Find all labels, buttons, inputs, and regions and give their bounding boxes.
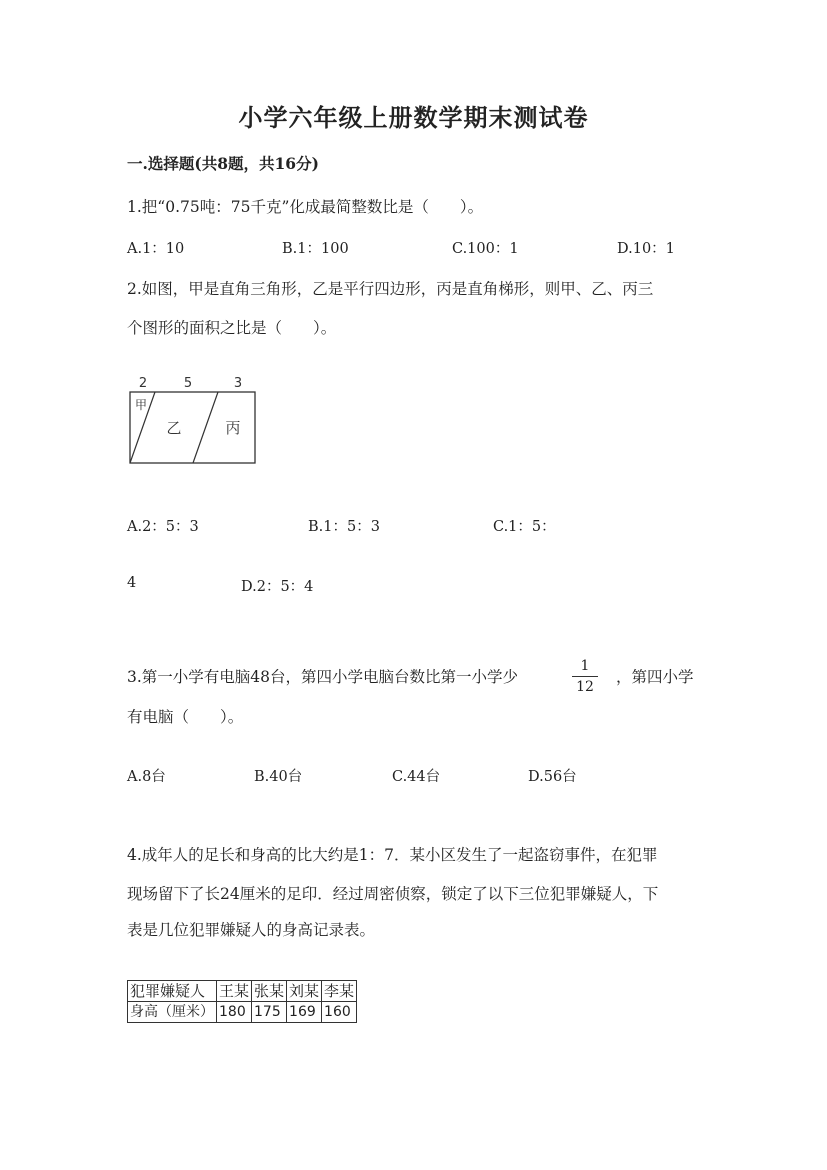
q2-option-a: A.2：5：3 [127, 519, 199, 535]
question-2-line-1: 2.如图，甲是直角三角形，乙是平行四边形，丙是直角梯形，则甲、乙、丙三 [127, 280, 654, 298]
table-header-cell: 王某 [217, 981, 252, 1002]
question-3-line-1a: 3.第一小学有电脑48台，第四小学电脑台数比第一小学少 [127, 668, 519, 686]
q2-option-c-continued: 4 [127, 575, 137, 591]
table-header-row [128, 981, 357, 1002]
table-cell: 180 [217, 1002, 252, 1023]
section-heading: 一.选择题(共8题，共16分) [127, 154, 319, 173]
figure-region-bing: 丙 [225, 419, 241, 437]
question-2-line-2: 个图形的面积之比是（ ）。 [127, 319, 337, 337]
table-header-cell: 刘某 [287, 981, 322, 1002]
q2-option-d: D.2：5：4 [241, 579, 314, 595]
question-3-line-1b: ，第四小学 [616, 668, 694, 686]
figure-top-label-2: 2 [138, 376, 148, 391]
q3-option-d: D.56台 [528, 769, 577, 785]
question-3-fraction [572, 658, 598, 695]
figure-top-label-3: 3 [233, 376, 243, 391]
question-3-line-2: 有电脑（ ）。 [127, 708, 244, 726]
table-header-cell: 李某 [322, 981, 357, 1002]
figure-region-jia: 甲 [134, 398, 148, 412]
table-header-cell: 张某 [252, 981, 287, 1002]
fraction-bar [572, 676, 598, 677]
question-1-text: 1.把“0.75吨：75千克”化成最简整数比是（ ）。 [127, 198, 484, 216]
q2-option-b: B.1：5：3 [308, 519, 380, 535]
q1-option-a: A.1：10 [127, 241, 185, 257]
table-cell: 身高（厘米） [128, 1002, 217, 1023]
question-2-figure [127, 372, 262, 472]
suspect-height-table [127, 980, 357, 1023]
figure-region-yi: 乙 [166, 419, 182, 437]
table-cell: 160 [322, 1002, 357, 1023]
q3-option-c: C.44台 [392, 769, 441, 785]
q1-option-b: B.1：100 [282, 241, 349, 257]
question-4-line-1: 4.成年人的足长和身高的比大约是1：7．某小区发生了一起盗窃事件，在犯罪 [127, 846, 658, 864]
fraction-numerator: 1 [580, 658, 590, 674]
q1-option-c: C.100：1 [452, 241, 519, 257]
question-4-line-2: 现场留下了长24厘米的足印．经过周密侦察，锁定了以下三位犯罪嫌疑人，下 [127, 885, 659, 903]
table-cell: 169 [287, 1002, 322, 1023]
fraction-denominator: 12 [576, 679, 594, 695]
figure-divider-bing [193, 392, 218, 463]
table-row [128, 1002, 357, 1023]
question-4-line-3: 表是几位犯罪嫌疑人的身高记录表。 [127, 921, 376, 939]
page-title: 小学六年级上册数学期末测试卷 [238, 103, 589, 132]
q3-option-a: A.8台 [127, 769, 166, 785]
figure-top-label-5: 5 [183, 376, 193, 391]
table-cell: 175 [252, 1002, 287, 1023]
q2-option-c: C.1：5： [493, 519, 556, 535]
q3-option-b: B.40台 [254, 769, 303, 785]
q1-option-d: D.10：1 [617, 241, 675, 257]
table-header-cell: 犯罪嫌疑人 [128, 981, 217, 1002]
